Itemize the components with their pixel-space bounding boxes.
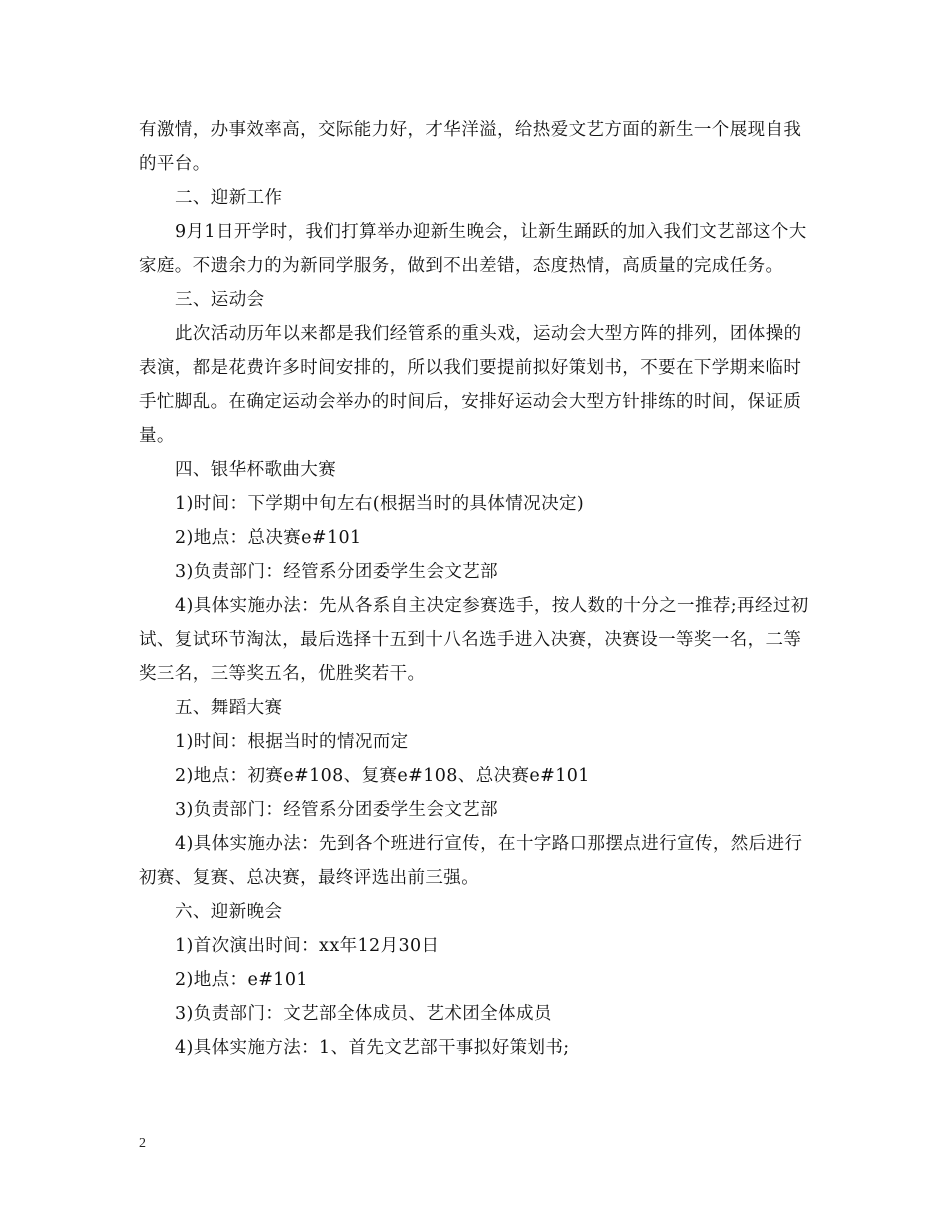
song-contest-time: 1)时间：下学期中旬左右(根据当时的具体情况决定) xyxy=(175,494,585,514)
dance-contest-location: 2)地点：初赛e#108、复赛e#108、总决赛e#101 xyxy=(175,766,590,786)
welcome-party-department: 3)负责部门：文艺部全体成员、艺术团全体成员 xyxy=(175,1004,552,1024)
page-number: 2 xyxy=(139,1136,146,1151)
dance-contest-time: 1)时间：根据当时的情况而定 xyxy=(175,732,409,752)
section-heading-welcome-party: 六、迎新晚会 xyxy=(175,902,283,922)
welcome-party-method: 4)具体实施方法：1、首先文艺部干事拟好策划书; xyxy=(175,1038,570,1058)
dance-contest-method: 4)具体实施办法：先到各个班进行宣传，在十字路口那摆点进行宣传，然后进行初赛、复赛、总决赛，最终评选出前三强。 xyxy=(139,834,803,888)
section-heading-dance-contest: 五、舞蹈大赛 xyxy=(175,698,283,718)
section-heading-welcome-work: 二、迎新工作 xyxy=(175,188,283,208)
song-contest-department: 3)负责部门：经管系分团委学生会文艺部 xyxy=(175,562,499,582)
paragraph-1: 有激情，办事效率高，交际能力好，才华洋溢，给热爱文艺方面的新生一个展现自我的平台。 xyxy=(139,120,802,174)
welcome-party-location: 2)地点：e#101 xyxy=(175,970,308,990)
section-heading-song-contest: 四、银华杯歌曲大赛 xyxy=(175,460,337,480)
song-contest-method: 4)具体实施办法：先从各系自主决定参赛选手，按人数的十分之一推荐;再经过初试、复试环节淘汰，最后选择十五到十八名选手进入决赛，决赛设一等奖一名，二等奖三名，三等奖五名，优胜奖若干。 xyxy=(139,596,809,684)
paragraph-sports-meet: 此次活动历年以来都是我们经管系的重头戏，运动会大型方阵的排列，团体操的表演，都是花费许多时间安排的，所以我们要提前拟好策划书，不要在下学期来临时手忙脚乱。在确定运动会举办的时间后，安排好运动会大型方针排练的时间，保证质量。 xyxy=(139,324,802,446)
dance-contest-department: 3)负责部门：经管系分团委学生会文艺部 xyxy=(175,800,499,820)
section-heading-sports-meet: 三、运动会 xyxy=(175,290,265,310)
song-contest-location: 2)地点：总决赛e#101 xyxy=(175,528,362,548)
paragraph-welcome-work: 9月1日开学时，我们打算举办迎新生晚会，让新生踊跃的加入我们文艺部这个大家庭。不遗余力的为新同学服务，做到不出差错，态度热情，高质量的完成任务。 xyxy=(139,222,807,276)
document-body xyxy=(139,113,814,1065)
welcome-party-time: 1)首次演出时间：xx年12月30日 xyxy=(175,936,440,956)
